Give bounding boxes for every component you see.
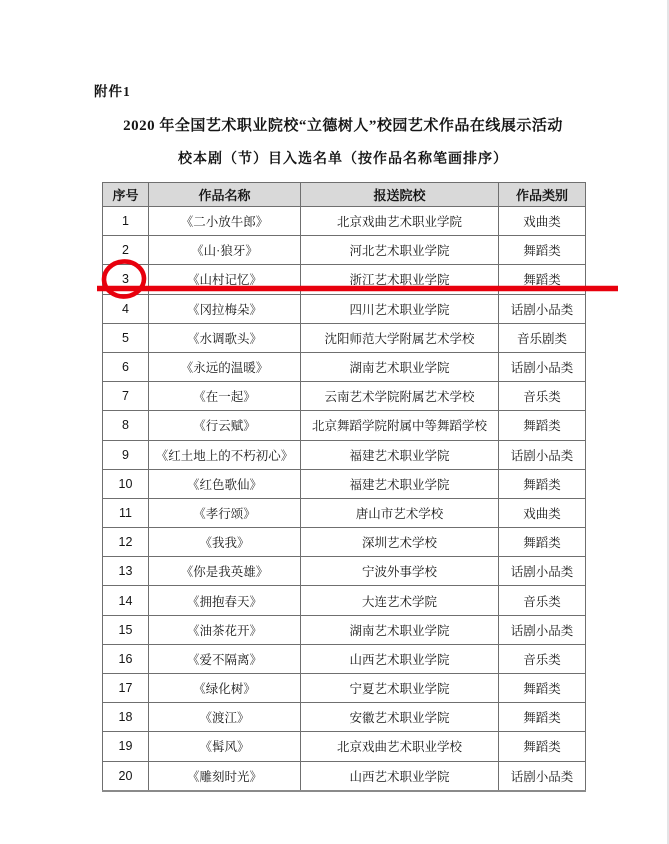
category-cell: 话剧小品类: [499, 440, 586, 469]
row-no-cell: 14: [103, 586, 149, 615]
work-title-cell: 《髯风》: [149, 732, 301, 761]
table-row: [103, 644, 586, 673]
category-cell: 音乐类: [499, 382, 586, 411]
work-title-cell: 《你是我英雄》: [149, 557, 301, 586]
school-cell: 北京戏曲艺术职业学院: [301, 207, 499, 236]
row-no-cell: 16: [103, 644, 149, 673]
work-title-cell: 《渡江》: [149, 703, 301, 732]
row-no-cell: 3: [103, 265, 149, 294]
table-row: [103, 498, 586, 527]
school-cell: 湖南艺术职业学院: [301, 352, 499, 381]
table-row: [103, 528, 586, 557]
work-title-cell: 《红色歌仙》: [149, 469, 301, 498]
attachment-label: 附件1: [94, 84, 131, 99]
row-no-cell: 9: [103, 440, 149, 469]
table-row: [103, 732, 586, 761]
school-cell: 安徽艺术职业学院: [301, 703, 499, 732]
category-cell: 话剧小品类: [499, 352, 586, 381]
school-cell: 宁夏艺术职业学院: [301, 674, 499, 703]
category-cell: 舞蹈类: [499, 528, 586, 557]
work-title-cell: 《二小放牛郎》: [149, 207, 301, 236]
school-cell: 湖南艺术职业学院: [301, 615, 499, 644]
work-title-cell: 《在一起》: [149, 382, 301, 411]
category-cell: 话剧小品类: [499, 615, 586, 644]
school-cell: 山西艺术职业学院: [301, 761, 499, 791]
selection-list-table: [102, 182, 586, 792]
work-title-cell: 《绿化树》: [149, 674, 301, 703]
table-row: [103, 411, 586, 440]
document-title: 2020 年全国艺术职业院校“立德树人”校园艺术作品在线展示活动: [123, 118, 563, 134]
row-no-cell: 19: [103, 732, 149, 761]
work-title-cell: 《爱不隔离》: [149, 644, 301, 673]
category-cell: 舞蹈类: [499, 732, 586, 761]
category-cell: 舞蹈类: [499, 411, 586, 440]
row-no-cell: 15: [103, 615, 149, 644]
document-subtitle: 校本剧（节）目入选名单（按作品名称笔画排序）: [178, 152, 508, 167]
table-row: [103, 586, 586, 615]
category-cell: 舞蹈类: [499, 236, 586, 265]
table-row: [103, 265, 586, 294]
work-title-cell: 《山村记忆》: [149, 265, 301, 294]
row-no-cell: 7: [103, 382, 149, 411]
category-cell: 舞蹈类: [499, 703, 586, 732]
row-no-cell: 1: [103, 207, 149, 236]
table-row: [103, 557, 586, 586]
work-title-cell: 《拥抱春天》: [149, 586, 301, 615]
work-title-cell: 《永远的温暖》: [149, 352, 301, 381]
category-cell: 舞蹈类: [499, 265, 586, 294]
table-row: [103, 294, 586, 323]
school-cell: 山西艺术职业学院: [301, 644, 499, 673]
row-no-cell: 18: [103, 703, 149, 732]
header-school: 报送院校: [301, 183, 499, 207]
school-cell: 四川艺术职业学院: [301, 294, 499, 323]
school-cell: 浙江艺术职业学院: [301, 265, 499, 294]
category-cell: 戏曲类: [499, 498, 586, 527]
work-title-cell: 《孝行颂》: [149, 498, 301, 527]
row-no-cell: 11: [103, 498, 149, 527]
row-no-cell: 4: [103, 294, 149, 323]
row-no-cell: 2: [103, 236, 149, 265]
category-cell: 音乐类: [499, 644, 586, 673]
category-cell: 音乐剧类: [499, 323, 586, 352]
table-row: [103, 469, 586, 498]
table-row: [103, 236, 586, 265]
row-no-cell: 5: [103, 323, 149, 352]
school-cell: 宁波外事学校: [301, 557, 499, 586]
row-no-cell: 20: [103, 761, 149, 791]
category-cell: 舞蹈类: [499, 674, 586, 703]
table-row: [103, 382, 586, 411]
table-row: [103, 703, 586, 732]
category-cell: 音乐类: [499, 586, 586, 615]
school-cell: 云南艺术学院附属艺术学校: [301, 382, 499, 411]
category-cell: 舞蹈类: [499, 469, 586, 498]
work-title-cell: 《雕刻时光》: [149, 761, 301, 791]
table-header-row: [103, 183, 586, 207]
table-row: [103, 615, 586, 644]
row-no-cell: 13: [103, 557, 149, 586]
row-no-cell: 17: [103, 674, 149, 703]
table-row: [103, 352, 586, 381]
row-no-cell: 6: [103, 352, 149, 381]
work-title-cell: 《我我》: [149, 528, 301, 557]
school-cell: 沈阳师范大学附属艺术学校: [301, 323, 499, 352]
school-cell: 福建艺术职业学院: [301, 440, 499, 469]
work-title-cell: 《红土地上的不朽初心》: [149, 440, 301, 469]
row-no-cell: 10: [103, 469, 149, 498]
header-work: 作品名称: [149, 183, 301, 207]
work-title-cell: 《行云赋》: [149, 411, 301, 440]
table-row: [103, 674, 586, 703]
category-cell: 话剧小品类: [499, 761, 586, 791]
category-cell: 戏曲类: [499, 207, 586, 236]
row-no-cell: 8: [103, 411, 149, 440]
table-row: [103, 207, 586, 236]
school-cell: 北京戏曲艺术职业学校: [301, 732, 499, 761]
work-title-cell: 《冈拉梅朵》: [149, 294, 301, 323]
work-title-cell: 《油茶花开》: [149, 615, 301, 644]
school-cell: 深圳艺术学校: [301, 528, 499, 557]
category-cell: 话剧小品类: [499, 294, 586, 323]
school-cell: 北京舞蹈学院附属中等舞蹈学校: [301, 411, 499, 440]
school-cell: 大连艺术学院: [301, 586, 499, 615]
table-row: [103, 323, 586, 352]
school-cell: 河北艺术职业学院: [301, 236, 499, 265]
table-row: [103, 761, 586, 791]
header-category: 作品类别: [499, 183, 586, 207]
category-cell: 话剧小品类: [499, 557, 586, 586]
work-title-cell: 《水调歌头》: [149, 323, 301, 352]
school-cell: 唐山市艺术学校: [301, 498, 499, 527]
school-cell: 福建艺术职业学院: [301, 469, 499, 498]
table-row: [103, 440, 586, 469]
work-title-cell: 《山·狼牙》: [149, 236, 301, 265]
row-no-cell: 12: [103, 528, 149, 557]
header-no: 序号: [103, 183, 149, 207]
